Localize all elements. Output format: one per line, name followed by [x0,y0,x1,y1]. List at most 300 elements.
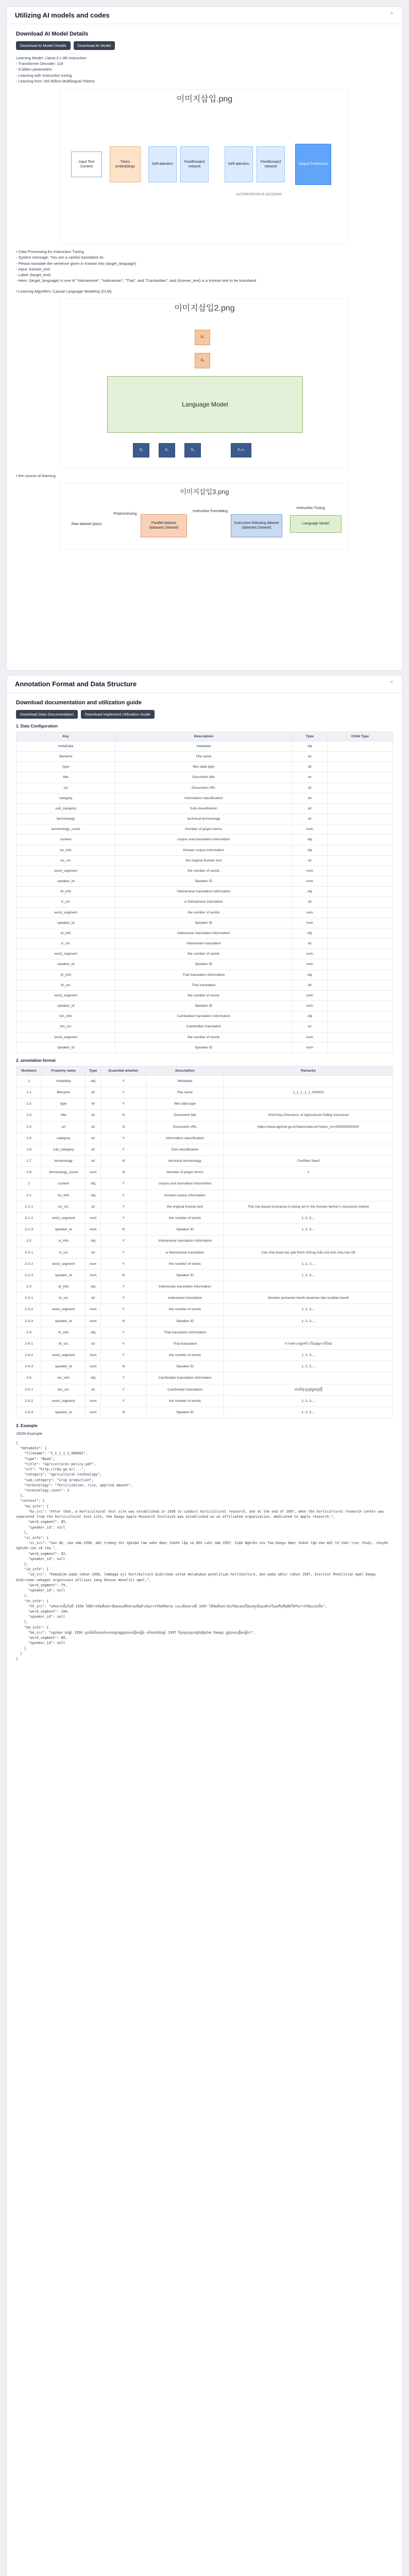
table-row [16,1247,393,1258]
input-token-box: X₃ [184,443,201,457]
table-row [16,1001,393,1011]
table-cell: Cambodian translation [146,1384,224,1395]
table-cell: ko_src [16,855,115,866]
table-cell: speaker_id [42,1406,86,1418]
table-cell: str [292,939,328,949]
table-cell: Y [101,1132,146,1144]
table-cell [328,741,393,751]
table-cell: obj [86,1372,101,1384]
table-row [16,970,393,980]
table-cell: 2-1-2 [16,1213,42,1224]
table-cell: corpus and translation information [115,835,292,845]
table-cell [328,990,393,1001]
raw-dataset-box: Raw dataset (json) [66,514,107,535]
table-cell: Korean corpus information [146,1190,224,1201]
formatting-label: Instruction Formatting [190,506,231,517]
annotation-format-table [16,1066,393,1418]
table-cell: str [292,751,328,761]
column-header: Description [115,732,292,741]
table-cell [224,1372,393,1384]
table-cell: Y [101,1178,146,1190]
table-cell: Document URL [115,783,292,793]
table-row [16,845,393,855]
table-cell: the number of words [115,866,292,876]
table-cell: Y [101,1372,146,1384]
download-guide-button[interactable]: Download Implement Utilization Guide [81,710,155,719]
table-cell: title [42,1110,86,1121]
table-cell: word_segment [16,1032,115,1042]
table-cell: filename [16,751,115,761]
table-cell [328,1042,393,1053]
table-cell: N [101,1110,146,1121]
table-cell: the number of words [146,1395,224,1406]
table-cell: str [292,762,328,772]
table-cell: the number of words [146,1350,224,1361]
token-box: X₄ [195,330,210,345]
table-row [16,1315,393,1327]
table-cell: id_info [16,928,115,938]
table-cell: num [86,1361,101,1372]
table-row [16,835,393,845]
output-box: Output Predictions [295,144,331,185]
table-cell: 1, 2, 3,... [224,1406,393,1418]
table-cell: 2-4 [16,1327,42,1338]
table-cell: num [86,1350,101,1361]
table-cell: str [86,1110,101,1121]
table-cell: terminology [42,1156,86,1167]
table-cell [328,907,393,918]
table-cell: Y [101,1201,146,1212]
table-cell: str [86,1293,101,1304]
column-header: Type [86,1066,101,1075]
table-cell: num [86,1304,101,1315]
section-title: Download AI Model Details [16,31,89,37]
table-cell: 2-5 [16,1372,42,1384]
table-row [16,1156,393,1167]
table-cell: id_src [42,1293,86,1304]
table-row [16,1190,393,1201]
table-cell: N [101,1361,146,1372]
table-cell: Certified Seed [224,1156,393,1167]
table-cell: speaker_id [16,1001,115,1011]
table-cell: num [292,959,328,970]
table-cell: Speaker ID [146,1406,224,1418]
table-cell: num [86,1213,101,1224]
json-example: { "metadata": { "filename": "1_1_1_1_1_000001", "type": "Book", "title": "Agricultural-policy.pdf", "url": "http://rda.go.kr/...", "category": "agricultural-technology", "sub_category": "Crop production", "terminology": "fertilization, rice, applied amount", "terminology_count": 3 }, "context": { "ko_info": { "ko_src": "After that, a horticultural test site was established in 1958 to conduct horticultural research, and at the end of 1997, when the horticultural research center was separated from the horticultural test site, the Daegu Apple Research Institute was established as an affiliated organization, dedicated to apple research.", "word_segment": 85, "speaker_id": null }, "vi_info": { "vi_src": "Sau đó, vào năm 1958, một trường thí nghiệm làm vườn được thành lập và đến cuối năm 1997, Viện Nghiên cứu Táo Daegu được thành lập như một tổ chức trực thuộc, chuyên nghiên cứu về táo.", "word_segment": 92, "speaker_id": null }, "id_info": { "id_src": "Kemudian pada tahun 1958, lembaga uji hortikultura didirikan untuk melakukan penelitian hortikultura, dan pada akhir tahun 1997, Institut Penelitian Apel Daegu didirikan sebagai organisasi afiliasi yang khusus meneliti apel.", "word_segment": 79, "speaker_id": null }, "th_info": { "th_src": "หลังจากนั้นในปี 1958 ได้มีการจัดตั้งสถานีทดลองพืชสวนเพื่อดำเนินการวิจัยพืชสวน และเมื่อปลายปี 1997 ได้จัดตั้งสถาบันวิจัยแอปเปิ้ลแทกูเป็นองค์กรในเครือที่อุทิศให้กับการวิจัยแอปเปิ้ล", "word_segment": 104, "speaker_id": null }, "km_info": { "km_src": "បន្ទាប់មក នៅឆ្នាំ 1958 ស្ថានីយ៍ពិសោធន៍សាកវប្បកម្មត្រូវបានបង្កើតឡើង ហើយនៅចុងឆ្នាំ 1997 វិទ្យាស្ថានស្រាវជ្រាវផ្លែប៉ោម Daegu ត្រូវបានបង្កើតឡើង។", "word_segment": 88, "speaker_id": null } } } [16,1441,388,1661]
table-cell: num [86,1395,101,1406]
table-cell: Speaker ID [115,876,292,887]
table-cell: 2-1-3 [16,1224,42,1235]
table-cell: การเพาะปลูกข้าวในฤดูกาลใหม่ [224,1338,393,1349]
table-cell [328,772,393,783]
table-cell: Thai translation information [115,970,292,980]
table-cell: km_info [16,1011,115,1022]
table-cell: Korean corpus information [115,845,292,855]
table-row [16,1022,393,1032]
table-cell: ko_info [42,1190,86,1201]
table-cell: obj [292,970,328,980]
table-cell: ការដាំដុះស្រូវក្នុងរដូវថ្មី [224,1384,393,1395]
table-cell: 2024 Key Directions of Agricultural Safety Insurance [224,1110,393,1121]
table-cell: 2-4-3 [16,1361,42,1372]
table-cell: type [42,1098,86,1110]
tuning-line: • Data Processing for Instruction Tuning [16,249,84,255]
table-cell: num [292,1032,328,1042]
table-cell: the number of words [115,990,292,1001]
table-cell: str [86,1156,101,1167]
table-cell: 1-2 [16,1098,42,1110]
table-cell: km_src [16,1022,115,1032]
table-cell: Y [101,1258,146,1269]
panel-header[interactable] [7,675,402,693]
table-row [16,959,393,970]
table-cell: vi_src [42,1247,86,1258]
download-documentation-button[interactable]: Download Data Documentation [16,710,78,719]
table-row [16,1406,393,1418]
table-cell: the number of words [146,1258,224,1269]
table-cell: word_segment [42,1395,86,1406]
table-row [16,741,393,751]
table-cell: N [101,1269,146,1281]
table-cell: title [16,772,115,783]
table-cell: The risk-based insurance is being set in the Korean farmer's insurance market [224,1201,393,1212]
tuning-line: - System message: 'You are a careful translation AI. [16,255,105,260]
table-cell: obj [292,741,328,751]
table-cell: tr_src [16,939,115,949]
table-cell: 1-7 [16,1156,42,1167]
table-cell: corpus and translation information [146,1178,224,1190]
table-row [16,876,393,887]
table-row [16,1395,393,1406]
table-cell: Các nhà khoa học giải thích những mẫu lúa mới chịu hạn tốt [224,1247,393,1258]
table-cell: str [292,783,328,793]
column-header: Essential whether [101,1066,146,1075]
column-header: Remarks [224,1066,393,1075]
table-cell [328,835,393,845]
table-cell [328,783,393,793]
table-cell: N [101,1156,146,1167]
table-cell: Y [101,1293,146,1304]
chevron-up-icon[interactable]: ⌃ [389,681,394,687]
table-cell: 1, 2, 3,... [224,1350,393,1361]
table-cell: speaker_id [42,1315,86,1327]
table-cell [224,1144,393,1155]
table-cell: vi_info [42,1235,86,1247]
table-cell: 1, 2, 3,... [224,1395,393,1406]
table-cell: 1-1 [16,1087,42,1098]
table-cell [328,845,393,855]
table-cell: Document title [146,1110,224,1121]
column-header: Description [146,1066,224,1075]
table-cell: 1-8 [16,1167,42,1178]
table-cell: 1, 2, 3,... [224,1269,393,1281]
table-cell: num [292,866,328,876]
table-cell: obj [86,1075,101,1087]
table-cell: th_info [42,1327,86,1338]
table-row [16,1224,393,1235]
token-embeddings-box: Token embeddings [110,146,141,182]
table-cell: 2-1 [16,1190,42,1201]
table-row [16,762,393,772]
table-cell: Speaker ID [115,959,292,970]
table-cell: 2-4-2 [16,1350,42,1361]
section-label: 3. Example [16,1423,38,1429]
table-cell: num [86,1167,101,1178]
table-row [16,949,393,959]
table-cell: obj [86,1178,101,1190]
table-row [16,1087,393,1098]
table-cell: Indonesian translation information [146,1281,224,1293]
table-cell: Y [101,1075,146,1087]
table-cell: num [292,990,328,1001]
table-cell: word_segment [16,907,115,918]
table-cell: Cambodian translation information [115,1011,292,1022]
table-cell: str [86,1201,101,1212]
table-row [16,866,393,876]
table-cell: 2-5-2 [16,1395,42,1406]
table-cell: th_src [42,1338,86,1349]
table-cell: Number of jargon terms [115,824,292,835]
table-cell: metadata [115,741,292,751]
table-cell: 1_1_1_1_1_000001 [224,1087,393,1098]
language-model-box: Language Model [107,376,303,433]
table-cell: Sub-classification [115,803,292,814]
table-cell: category [42,1132,86,1144]
download-model-details-button[interactable]: Download AI Model Details [16,41,71,50]
table-cell: Y [101,1338,146,1349]
table-cell [328,1022,393,1032]
table-cell: 2-5-3 [16,1406,42,1418]
table-cell: str [292,793,328,803]
table-cell: str [86,1384,101,1395]
algorithm-label: • Learning Algorithm: Causal Language Modeling (CLM) [16,289,112,294]
table-cell: Struktur pertanian benih tanaman dan kualitas benih [224,1293,393,1304]
table-cell: Number of jargon terms [146,1167,224,1178]
table-cell: 2 [16,1178,42,1190]
table-cell [224,1190,393,1201]
table-cell: str [86,1132,101,1144]
table-row [16,824,393,835]
annotation-panel [6,675,403,2576]
table-row [16,793,393,803]
table-cell: Indonesian translation information [115,928,292,938]
table-row [16,1201,393,1212]
table-cell: word_segment [42,1213,86,1224]
table-cell: Information classification [115,793,292,803]
table-cell: 1-5 [16,1132,42,1144]
table-cell [328,814,393,824]
table-cell: num [292,1001,328,1011]
table-cell: 2-2-3 [16,1269,42,1281]
table-row [16,751,393,761]
table-row [16,783,393,793]
table-row [16,907,393,918]
table-cell [328,928,393,938]
table-cell [224,1178,393,1190]
table-cell: 2-3-1 [16,1293,42,1304]
table-cell: str [86,1087,101,1098]
table-cell: 1, 2, 3,... [224,1258,393,1269]
table-cell: Speaker ID [146,1269,224,1281]
table-row [16,1011,393,1022]
table-row [16,772,393,783]
table-cell: Speaker ID [115,918,292,928]
section-label: 1. Data Configuration [16,723,58,728]
table-cell: the number of words [115,907,292,918]
table-cell: Y [101,1087,146,1098]
example-label: JSON Example [16,1431,43,1436]
table-row [16,939,393,949]
table-cell: obj [86,1235,101,1247]
model-info [16,55,393,84]
table-cell: 1 [224,1167,393,1178]
table-row [16,1269,393,1281]
table-row [16,918,393,928]
table-row [16,897,393,907]
download-model-button[interactable]: Download AI Model [74,41,115,50]
column-header: Child Type [328,732,393,741]
table-cell: context [42,1178,86,1190]
table-cell: files data type [146,1098,224,1110]
table-cell: tr_src [16,897,115,907]
table-cell: num [292,918,328,928]
table-cell: obj [292,845,328,855]
chevron-up-icon[interactable]: ⌃ [389,12,394,19]
feedforward-box: Feedforward network [180,146,209,182]
table-cell: str [292,772,328,783]
table-cell: str [292,814,328,824]
table-cell: Y [101,1304,146,1315]
pipeline-figure [60,483,349,550]
table-row [16,1144,393,1155]
table-cell: obj [292,1011,328,1022]
table-row [16,1132,393,1144]
table-cell: str [292,980,328,990]
preprocessing-label: Preprocessing [110,509,141,519]
instruction-dataset-box: Instruction-following dataset (datasets.Dataset) [231,514,282,537]
table-row [16,1032,393,1042]
table-cell: speaker_id [16,1042,115,1053]
table-cell: terminology [16,814,115,824]
table-row [16,1293,393,1304]
table-cell: Y [101,1213,146,1224]
table-row [16,1384,393,1395]
table-cell: 2-1-1 [16,1201,42,1212]
table-cell [328,855,393,866]
table-cell: str [292,1022,328,1032]
input-token-box: X₁ [133,443,149,457]
table-cell: th_info [16,970,115,980]
column-header: Numbers [16,1066,42,1075]
table-cell: Speaker ID [146,1224,224,1235]
table-cell: id_info [42,1281,86,1293]
table-cell: speaker_id [42,1269,86,1281]
table-cell: the original Korean text [146,1201,224,1212]
table-cell [224,1132,393,1144]
table-row [16,1361,393,1372]
table-cell [328,866,393,876]
table-row [16,1338,393,1349]
table-cell: a Vietnamese translation [146,1247,224,1258]
table-cell: str [292,897,328,907]
table-cell [328,897,393,907]
panel-header[interactable] [7,7,402,24]
table-row [16,1372,393,1384]
table-cell: Speaker ID [146,1315,224,1327]
table-cell: File name [146,1087,224,1098]
table-cell: 2-3 [16,1281,42,1293]
table-cell: num [292,907,328,918]
table-cell: metaData [16,741,115,751]
table-cell: Speaker ID [146,1361,224,1372]
table-cell: url [16,783,115,793]
decoding-label: AUTOREGRESSIVE DECODING [236,193,282,197]
table-cell: https://www.agrinet.go.kr/news/view.do?news_no=000000000000 [224,1121,393,1132]
table-cell: speaker_id [42,1224,86,1235]
table-cell: obj [292,928,328,938]
table-row [16,1098,393,1110]
figure-title: 이미지삽입2.png [174,303,235,313]
table-cell: Y [101,1327,146,1338]
table-cell: th_info [16,887,115,897]
table-cell [328,970,393,980]
table-cell: url [42,1121,86,1132]
table-cell: Y [101,1247,146,1258]
table-row [16,1178,393,1190]
table-row [16,814,393,824]
table-cell: Thai translation information [146,1327,224,1338]
table-cell [328,918,393,928]
table-cell: 2-4-1 [16,1338,42,1349]
table-cell: num [86,1258,101,1269]
table-cell: speaker_id [16,959,115,970]
table-cell: category [16,793,115,803]
table-cell: 1, 2, 3,... [224,1315,393,1327]
tuning-label: Instruction Tuning [290,504,331,513]
table-cell [328,1032,393,1042]
table-cell: 1-4 [16,1121,42,1132]
table-row [16,1167,393,1178]
table-cell: Y [101,1281,146,1293]
language-model-box: Language Model [290,515,342,533]
table-cell: Information classification [146,1132,224,1144]
model-info-line: Learning Model: Llama 3.1 8B Instruction [16,55,87,60]
table-cell: 1, 2, 3,... [224,1361,393,1372]
table-cell [328,980,393,990]
table-cell [328,959,393,970]
table-cell: num [86,1224,101,1235]
table-cell: the number of words [115,1032,292,1042]
table-cell [328,751,393,761]
tuning-info [16,249,393,284]
table-cell: File name [115,751,292,761]
table-row [16,1235,393,1247]
table-cell: context [16,835,115,845]
table-cell: Thai translation [146,1338,224,1349]
table-cell: str [86,1144,101,1155]
table-row [16,1304,393,1315]
table-cell [328,793,393,803]
table-cell: Y [101,1144,146,1155]
table-cell: str [292,855,328,866]
table-cell: num [86,1406,101,1418]
tuning-line: - Label: (target_text) [16,273,51,278]
table-cell: word_segment [16,866,115,876]
model-info-line: - Learning from 150 Billion Multilingual Tokens [16,78,95,83]
table-cell: ko_info [16,845,115,855]
table-cell: N [101,1121,146,1132]
table-cell: 2-3-3 [16,1315,42,1327]
